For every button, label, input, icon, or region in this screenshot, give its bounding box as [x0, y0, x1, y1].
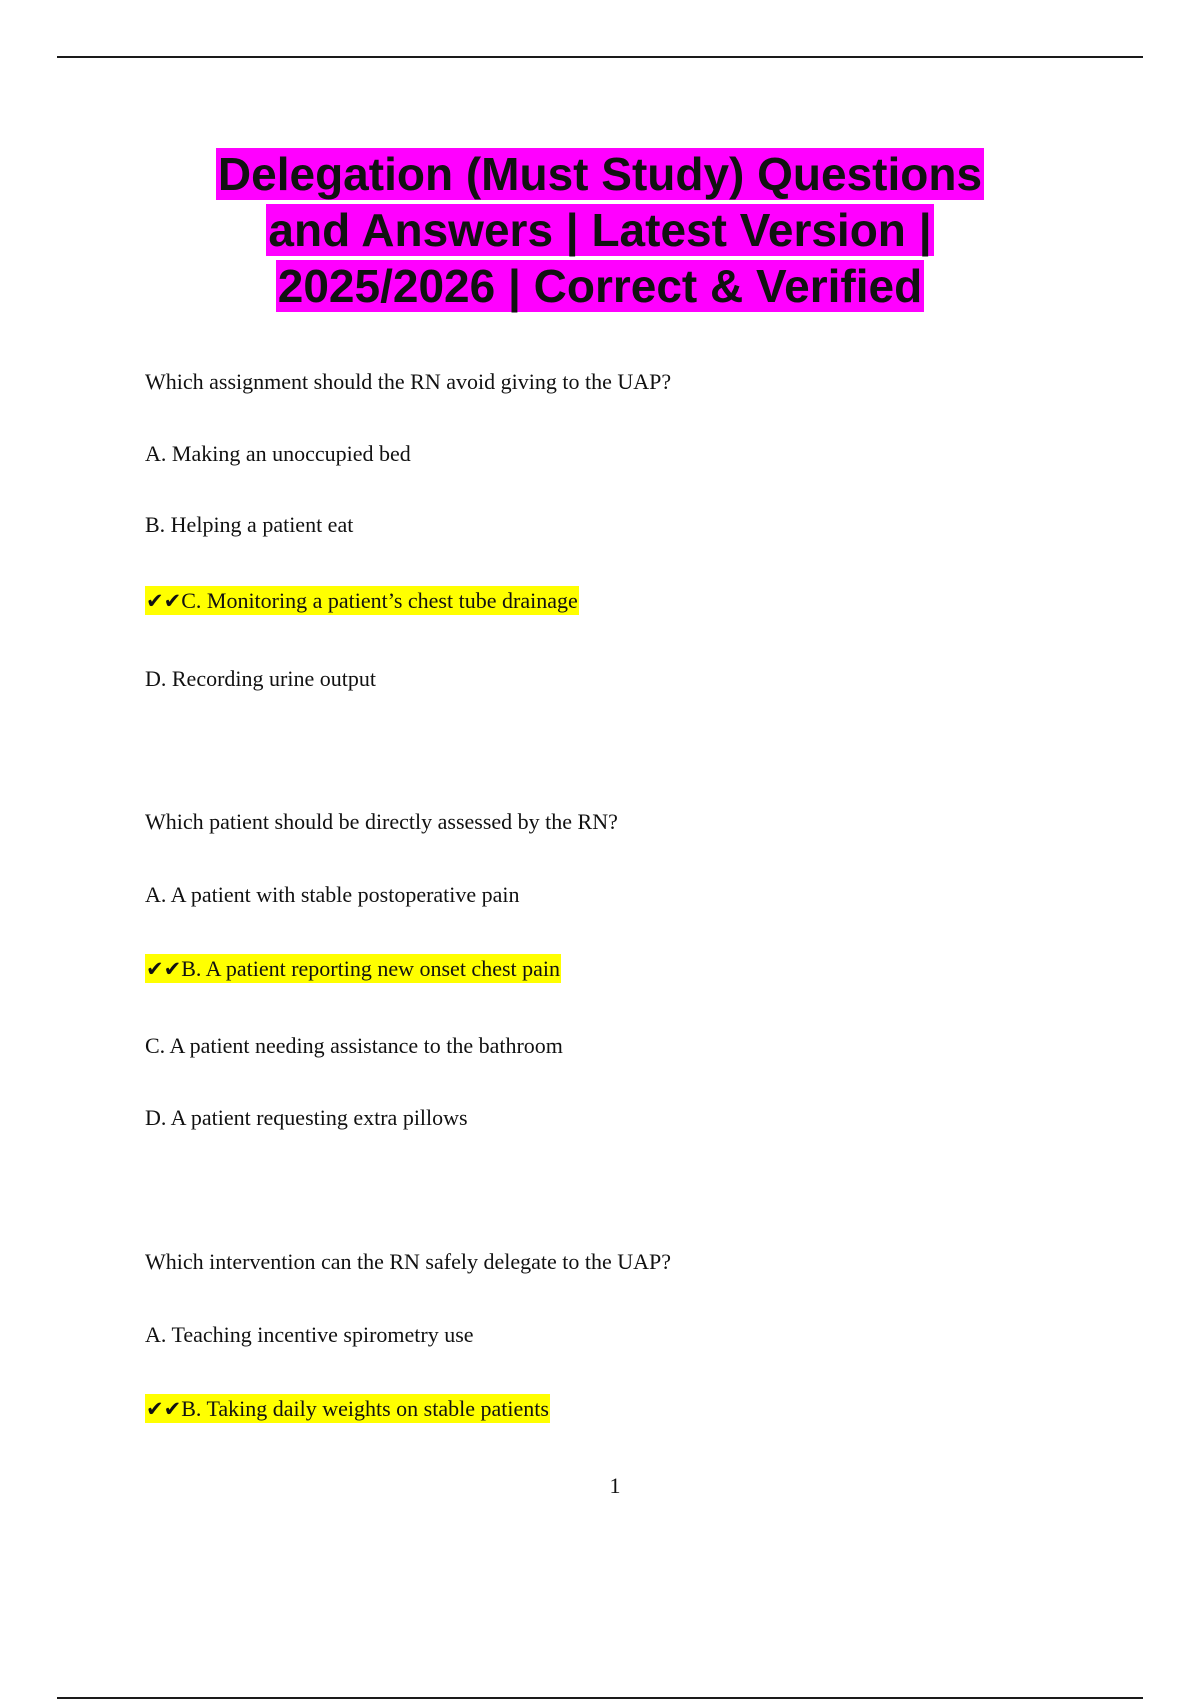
question-prompt: Which intervention can the RN safely delegate to the UAP? [145, 1249, 671, 1274]
answer-option: A. A patient with stable postoperative pain [145, 882, 520, 907]
title-line: Delegation (Must Study) Questions [217, 148, 983, 200]
answer-option: D. A patient requesting extra pillows [145, 1105, 468, 1130]
correct-answer-option [145, 587, 579, 615]
answer-option-label: C. Monitoring a patient’s chest tube drainage [181, 588, 578, 613]
answer-option-label: B. A patient reporting new onset chest pain [181, 956, 561, 981]
header-rule [57, 56, 1143, 58]
title-line: 2025/2026 | Correct & Verified [277, 260, 923, 312]
answer-option: C. A patient needing assistance to the bathroom [145, 1033, 563, 1058]
answer-option-label: B. Taking daily weights on stable patients [181, 1396, 549, 1421]
page-number: 1 [609, 1473, 621, 1498]
answer-highlight [145, 1394, 550, 1423]
double-check-icon: ✔✔ [146, 1397, 182, 1421]
answer-option: B. Helping a patient eat [145, 512, 354, 537]
correct-answer-option [145, 955, 561, 983]
question-prompt: Which patient should be directly assessed by the RN? [145, 809, 618, 834]
double-check-icon: ✔✔ [146, 957, 182, 981]
correct-answer-option [145, 1395, 550, 1423]
answer-option: D. Recording urine output [145, 666, 376, 691]
question-prompt: Which assignment should the RN avoid giving to the UAP? [145, 369, 672, 394]
answer-option: A. Teaching incentive spirometry use [145, 1322, 474, 1347]
title-line: and Answers | Latest Version | [268, 204, 932, 256]
double-check-icon: ✔✔ [146, 589, 182, 613]
answer-option: A. Making an unoccupied bed [145, 441, 411, 466]
answer-highlight [145, 954, 561, 983]
footer-rule [57, 1697, 1143, 1699]
document-title [150, 146, 1050, 314]
answer-highlight [145, 586, 579, 615]
